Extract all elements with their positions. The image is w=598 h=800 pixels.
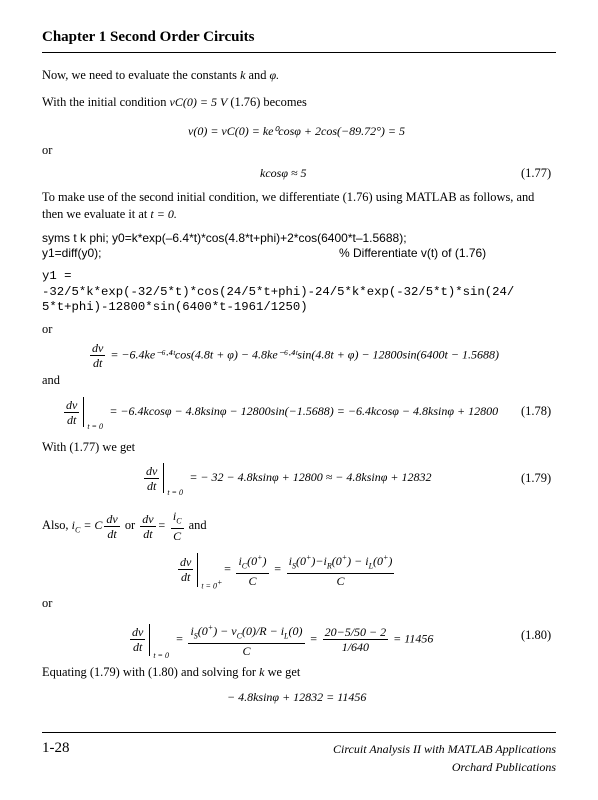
initial-condition-expr: vC(0) = 5 V xyxy=(169,95,228,109)
fraction-dv-dt: $\frac{dv}{dt}$ xyxy=(146,463,158,493)
equation-1-77: kcosφ ≈ 5 xyxy=(260,166,307,180)
fraction-dv-dt: $\frac{dv}{dt}$ xyxy=(66,397,78,427)
paragraph-initial-condition: With the initial condition vC(0) = 5 V (1.76) becomes xyxy=(42,95,307,109)
equation-number-1-78: (1.78) xyxy=(521,404,552,418)
paragraph-also: Also, $i_C = C$ $\frac{dv}{dt}$ or $\frac{dv}{dt}$ = $\frac{i_C}{C}$ and xyxy=(42,509,207,544)
equation-v0: v(0) = vC(0) = ke⁰cosφ + 2cos(−89.72°) = 5 xyxy=(188,124,406,138)
fraction-dv-dt: $\frac{dv}{dt}$ xyxy=(92,341,104,370)
equation-number-1-77: (1.77) xyxy=(521,166,552,180)
equation-1-80: $\frac{dv}{dt}$ t = 0 = $\frac{i_S(0^+) - v_C(0)/R - i_L(0)}{C}$ = $\frac{20-5/50 - 2}{1/640}$ = 11456 xyxy=(132,623,434,660)
equation-number-1-79: (1.79) xyxy=(521,471,552,485)
equation-final: − 4.8ksinφ + 12832 = 11456 xyxy=(227,690,367,704)
paragraph-with-177: With (1.77) we get xyxy=(42,440,136,454)
equation-dvdt-0plus: $\frac{dv}{dt}$ t = 0+ = $\frac{i_C(0^+)}{C}$ = $\frac{i_S(0^+)-i_R(0^+) - i_L(0^+)}{C}$ xyxy=(180,553,393,591)
paragraph-differentiate-1: To make use of the second initial condition, we differentiate (1.76) using MATLAB as follows, and xyxy=(42,190,535,204)
connector-or: or xyxy=(42,143,53,157)
matlab-code-line-1: syms t k phi; y0=k*exp(–6.4*t)*cos(4.8*t+phi)+2*cos(6400*t–1.5688); xyxy=(42,231,407,245)
connector-and: and xyxy=(42,373,60,387)
paragraph-constants: Now, we need to evaluate the constants k and φ. xyxy=(42,68,280,82)
equation-number-1-80: (1.80) xyxy=(521,628,552,642)
matlab-output-line-1: y1 = xyxy=(42,269,72,283)
connector-or: or xyxy=(42,596,53,610)
book-title: Circuit Analysis II with MATLAB Applications xyxy=(332,742,556,756)
publisher: Orchard Publications xyxy=(451,760,556,774)
chapter-title: Chapter 1 Second Order Circuits xyxy=(42,29,255,45)
footer-rule xyxy=(42,732,556,733)
paragraph-differentiate-2: then we evaluate it at t = 0. xyxy=(42,207,177,221)
equation-1-78: $\frac{dv}{dt}$ t = 0 = −6.4kcosφ − 4.8ksinφ − 12800sin(−1.5688) = −6.4kcosφ − 4.8ksinφ + 12800 xyxy=(66,397,499,431)
equation-1-79: $\frac{dv}{dt}$ t = 0 = − 32 − 4.8ksinφ + 12800 ≈ − 4.8ksinφ + 12832 xyxy=(146,463,432,497)
evaluation-bar: t = 0 xyxy=(163,463,186,493)
matlab-code-line-2: y1=diff(y0); xyxy=(42,246,102,260)
page-number: 1-28 xyxy=(42,740,70,756)
matlab-output-line-3: 5*t+phi)-12800*sin(6400*t-1961/1250) xyxy=(42,300,308,314)
matlab-output-line-2: -32/5*k*exp(-32/5*t)*cos(24/5*t+phi)-24/5*k*exp(-32/5*t)*sin(24/ xyxy=(42,285,515,299)
paragraph-equating: Equating (1.79) with (1.80) and solving for k we get xyxy=(42,665,301,679)
connector-or: or xyxy=(42,322,53,336)
evaluation-bar: t = 0 xyxy=(83,397,106,427)
matlab-code-comment: % Differentiate v(t) of (1.76) xyxy=(339,246,487,260)
header-rule xyxy=(42,52,556,53)
equation-dvdt: $\frac{dv}{dt}$ = −6.4ke⁻⁶·⁴ᵗcos(4.8t + φ) − 4.8ke⁻⁶·⁴ᵗsin(4.8t + φ) − 12800sin(6400t − 1.5688) xyxy=(92,341,499,370)
